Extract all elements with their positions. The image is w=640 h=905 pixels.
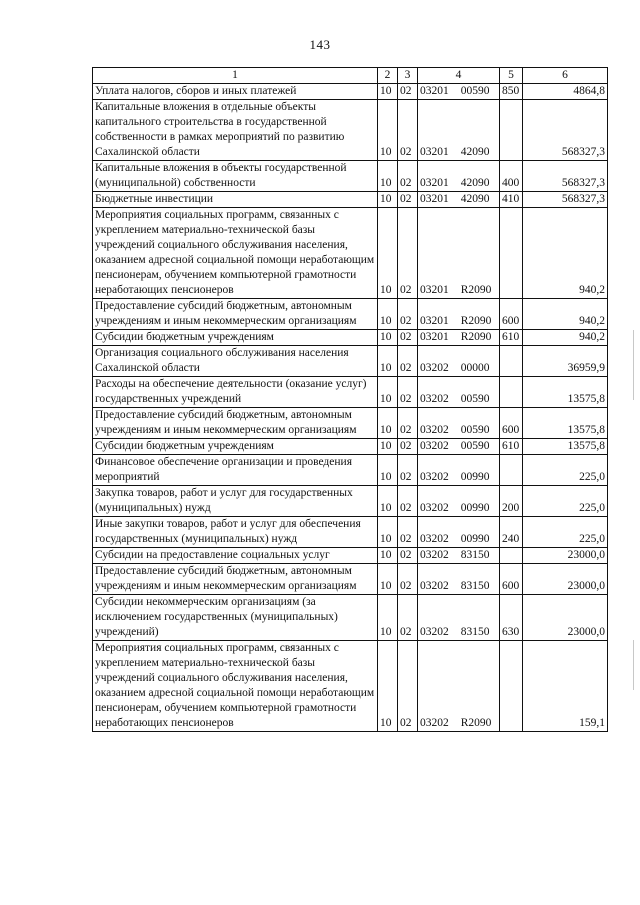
table-row <box>93 408 608 439</box>
target-article-program-code: 03201 <box>420 284 449 296</box>
target-article-program-code: 03202 <box>420 502 449 514</box>
row-target-article-cell <box>418 595 500 641</box>
row-target-article-cell <box>418 330 500 346</box>
row-subsection-cell: 02 <box>398 161 418 192</box>
target-article-program-code: 03201 <box>420 177 449 189</box>
row-target-article-cell <box>418 84 500 100</box>
row-amount-cell: 568327,3 <box>523 192 608 208</box>
row-name-cell: Мероприятия социальных программ, связанных с укреплением материально-технической базы учреждений социального обслуживания населения, оказанием адресной социальной помощи неработающим пенсионерам, обучением компьютерной грамотности неработающих пенсионеров <box>93 208 378 299</box>
row-name-cell: Предоставление субсидий бюджетным, автономным учреждениям и иным некоммерческим организациям <box>93 299 378 330</box>
row-name-cell: Предоставление субсидий бюджетным, автономным учреждениям и иным некоммерческим организациям <box>93 408 378 439</box>
row-expense-type-cell: 610 <box>500 330 523 346</box>
row-name-cell: Иные закупки товаров, работ и услуг для обеспечения государственных (муниципальных) нужд <box>93 517 378 548</box>
header-col-5: 5 <box>500 68 523 84</box>
target-article-direction-code: 00590 <box>460 440 490 452</box>
target-article-program-code: 03202 <box>420 362 449 374</box>
row-subsection-cell: 02 <box>398 641 418 732</box>
row-subsection-cell: 02 <box>398 517 418 548</box>
row-target-article-cell <box>418 564 500 595</box>
row-expense-type-cell: 400 <box>500 161 523 192</box>
header-col-3: 3 <box>398 68 418 84</box>
row-subsection-cell: 02 <box>398 192 418 208</box>
table-row <box>93 641 608 732</box>
row-amount-cell: 23000,0 <box>523 548 608 564</box>
target-article-direction-code: 00590 <box>460 85 490 97</box>
table-body <box>93 84 608 732</box>
target-article-direction-code: 42090 <box>460 146 490 158</box>
row-amount-cell: 568327,3 <box>523 100 608 161</box>
row-target-article-cell <box>418 455 500 486</box>
row-amount-cell: 940,2 <box>523 208 608 299</box>
target-article-program-code: 03201 <box>420 315 449 327</box>
row-subsection-cell: 02 <box>398 548 418 564</box>
table-row <box>93 486 608 517</box>
target-article-direction-code: R2090 <box>460 315 492 327</box>
row-subsection-cell: 02 <box>398 330 418 346</box>
row-expense-type-cell <box>500 641 523 732</box>
row-expense-type-cell: 630 <box>500 595 523 641</box>
table-row <box>93 548 608 564</box>
row-subsection-cell: 02 <box>398 100 418 161</box>
target-article-program-code: 03202 <box>420 440 449 452</box>
row-amount-cell: 225,0 <box>523 517 608 548</box>
row-amount-cell: 23000,0 <box>523 564 608 595</box>
row-expense-type-cell <box>500 455 523 486</box>
row-expense-type-cell: 850 <box>500 84 523 100</box>
row-section-cell: 10 <box>378 299 398 330</box>
table-row <box>93 208 608 299</box>
row-name-cell: Предоставление субсидий бюджетным, автономным учреждениям и иным некоммерческим организациям <box>93 564 378 595</box>
table-row <box>93 330 608 346</box>
row-amount-cell: 225,0 <box>523 455 608 486</box>
target-article-direction-code: R2090 <box>460 331 492 343</box>
row-amount-cell: 225,0 <box>523 486 608 517</box>
table-row <box>93 595 608 641</box>
row-name-cell: Субсидии некоммерческим организациям (за исключением государственных (муниципальных) учреждений) <box>93 595 378 641</box>
row-name-cell: Субсидии бюджетным учреждениям <box>93 439 378 455</box>
scan-edge-mark <box>633 640 634 690</box>
target-article-program-code: 03201 <box>420 146 449 158</box>
page-number: 143 <box>309 37 331 52</box>
table-row <box>93 100 608 161</box>
row-section-cell: 10 <box>378 548 398 564</box>
row-target-article-cell <box>418 192 500 208</box>
row-target-article-cell <box>418 548 500 564</box>
row-name-cell: Субсидии на предоставление социальных услуг <box>93 548 378 564</box>
row-section-cell: 10 <box>378 100 398 161</box>
row-target-article-cell <box>418 486 500 517</box>
row-subsection-cell: 02 <box>398 346 418 377</box>
row-name-cell: Финансовое обеспечение организации и проведения мероприятий <box>93 455 378 486</box>
row-target-article-cell <box>418 299 500 330</box>
row-section-cell: 10 <box>378 408 398 439</box>
row-amount-cell: 13575,8 <box>523 377 608 408</box>
target-article-direction-code: R2090 <box>460 717 492 729</box>
target-article-direction-code: R2090 <box>460 284 492 296</box>
row-subsection-cell: 02 <box>398 595 418 641</box>
target-article-direction-code: 00990 <box>460 471 490 483</box>
row-amount-cell: 940,2 <box>523 299 608 330</box>
row-section-cell: 10 <box>378 455 398 486</box>
row-section-cell: 10 <box>378 377 398 408</box>
row-amount-cell: 568327,3 <box>523 161 608 192</box>
target-article-direction-code: 83150 <box>460 626 490 638</box>
target-article-program-code: 03202 <box>420 549 449 561</box>
header-col-4: 4 <box>418 68 500 84</box>
row-name-cell: Закупка товаров, работ и услуг для государственных (муниципальных) нужд <box>93 486 378 517</box>
table-row <box>93 517 608 548</box>
target-article-program-code: 03202 <box>420 580 449 592</box>
row-subsection-cell: 02 <box>398 486 418 517</box>
header-row <box>93 68 608 84</box>
table-row <box>93 346 608 377</box>
row-expense-type-cell: 610 <box>500 439 523 455</box>
row-expense-type-cell <box>500 548 523 564</box>
row-amount-cell: 940,2 <box>523 330 608 346</box>
target-article-direction-code: 00990 <box>460 502 490 514</box>
target-article-direction-code: 83150 <box>460 549 490 561</box>
row-amount-cell: 13575,8 <box>523 408 608 439</box>
target-article-direction-code: 42090 <box>460 177 490 189</box>
row-subsection-cell: 02 <box>398 208 418 299</box>
table-row <box>93 439 608 455</box>
target-article-program-code: 03202 <box>420 626 449 638</box>
target-article-program-code: 03201 <box>420 331 449 343</box>
row-name-cell: Уплата налогов, сборов и иных платежей <box>93 84 378 100</box>
table-row <box>93 161 608 192</box>
row-amount-cell: 4864,8 <box>523 84 608 100</box>
budget-table <box>92 67 608 732</box>
header-col-2: 2 <box>378 68 398 84</box>
row-section-cell: 10 <box>378 192 398 208</box>
header-col-1: 1 <box>93 68 378 84</box>
row-section-cell: 10 <box>378 641 398 732</box>
target-article-direction-code: 83150 <box>460 580 490 592</box>
row-section-cell: 10 <box>378 564 398 595</box>
target-article-program-code: 03202 <box>420 533 449 545</box>
row-expense-type-cell: 200 <box>500 486 523 517</box>
table-row <box>93 299 608 330</box>
row-expense-type-cell: 600 <box>500 564 523 595</box>
table-row <box>93 455 608 486</box>
row-target-article-cell <box>418 377 500 408</box>
row-name-cell: Капитальные вложения в объекты государственной (муниципальной) собственности <box>93 161 378 192</box>
row-amount-cell: 13575,8 <box>523 439 608 455</box>
target-article-program-code: 03202 <box>420 717 449 729</box>
row-section-cell: 10 <box>378 486 398 517</box>
row-section-cell: 10 <box>378 346 398 377</box>
row-section-cell: 10 <box>378 517 398 548</box>
row-name-cell: Субсидии бюджетным учреждениям <box>93 330 378 346</box>
row-amount-cell: 36959,9 <box>523 346 608 377</box>
row-target-article-cell <box>418 439 500 455</box>
row-subsection-cell: 02 <box>398 455 418 486</box>
row-expense-type-cell <box>500 208 523 299</box>
row-expense-type-cell <box>500 377 523 408</box>
row-subsection-cell: 02 <box>398 84 418 100</box>
row-subsection-cell: 02 <box>398 377 418 408</box>
row-name-cell: Капитальные вложения в отдельные объекты капитального строительства в государственной собственности в рамках мероприятий по развитию Сахалинской области <box>93 100 378 161</box>
row-target-article-cell <box>418 100 500 161</box>
header-col-6: 6 <box>523 68 608 84</box>
target-article-direction-code: 00990 <box>460 533 490 545</box>
row-section-cell: 10 <box>378 208 398 299</box>
row-section-cell: 10 <box>378 330 398 346</box>
scan-edge-mark <box>633 330 634 400</box>
row-section-cell: 10 <box>378 84 398 100</box>
target-article-direction-code: 42090 <box>460 193 490 205</box>
target-article-direction-code: 00590 <box>460 393 490 405</box>
target-article-program-code: 03202 <box>420 393 449 405</box>
row-expense-type-cell <box>500 100 523 161</box>
row-amount-cell: 23000,0 <box>523 595 608 641</box>
target-article-direction-code: 00590 <box>460 424 490 436</box>
target-article-program-code: 03201 <box>420 193 449 205</box>
row-name-cell: Организация социального обслуживания населения Сахалинской области <box>93 346 378 377</box>
row-expense-type-cell: 600 <box>500 408 523 439</box>
row-target-article-cell <box>418 346 500 377</box>
row-expense-type-cell: 240 <box>500 517 523 548</box>
row-subsection-cell: 02 <box>398 299 418 330</box>
target-article-program-code: 03201 <box>420 85 449 97</box>
row-target-article-cell <box>418 641 500 732</box>
row-section-cell: 10 <box>378 439 398 455</box>
row-amount-cell: 159,1 <box>523 641 608 732</box>
target-article-program-code: 03202 <box>420 471 449 483</box>
row-expense-type-cell <box>500 346 523 377</box>
row-subsection-cell: 02 <box>398 408 418 439</box>
table-row <box>93 377 608 408</box>
row-expense-type-cell: 600 <box>500 299 523 330</box>
table-row <box>93 192 608 208</box>
row-expense-type-cell: 410 <box>500 192 523 208</box>
row-target-article-cell <box>418 208 500 299</box>
row-target-article-cell <box>418 517 500 548</box>
row-name-cell: Расходы на обеспечение деятельности (оказание услуг) государственных учреждений <box>93 377 378 408</box>
table-row <box>93 564 608 595</box>
row-target-article-cell <box>418 408 500 439</box>
row-subsection-cell: 02 <box>398 439 418 455</box>
row-name-cell: Бюджетные инвестиции <box>93 192 378 208</box>
row-target-article-cell <box>418 161 500 192</box>
target-article-program-code: 03202 <box>420 424 449 436</box>
row-name-cell: Мероприятия социальных программ, связанных с укреплением материально-технической базы учреждений социального обслуживания населения, оказанием адресной социальной помощи неработающим пенсионерам, обучением компьютерной грамотности неработающих пенсионеров <box>93 641 378 732</box>
row-section-cell: 10 <box>378 595 398 641</box>
table-row <box>93 84 608 100</box>
row-subsection-cell: 02 <box>398 564 418 595</box>
target-article-direction-code: 00000 <box>460 362 490 374</box>
row-section-cell: 10 <box>378 161 398 192</box>
